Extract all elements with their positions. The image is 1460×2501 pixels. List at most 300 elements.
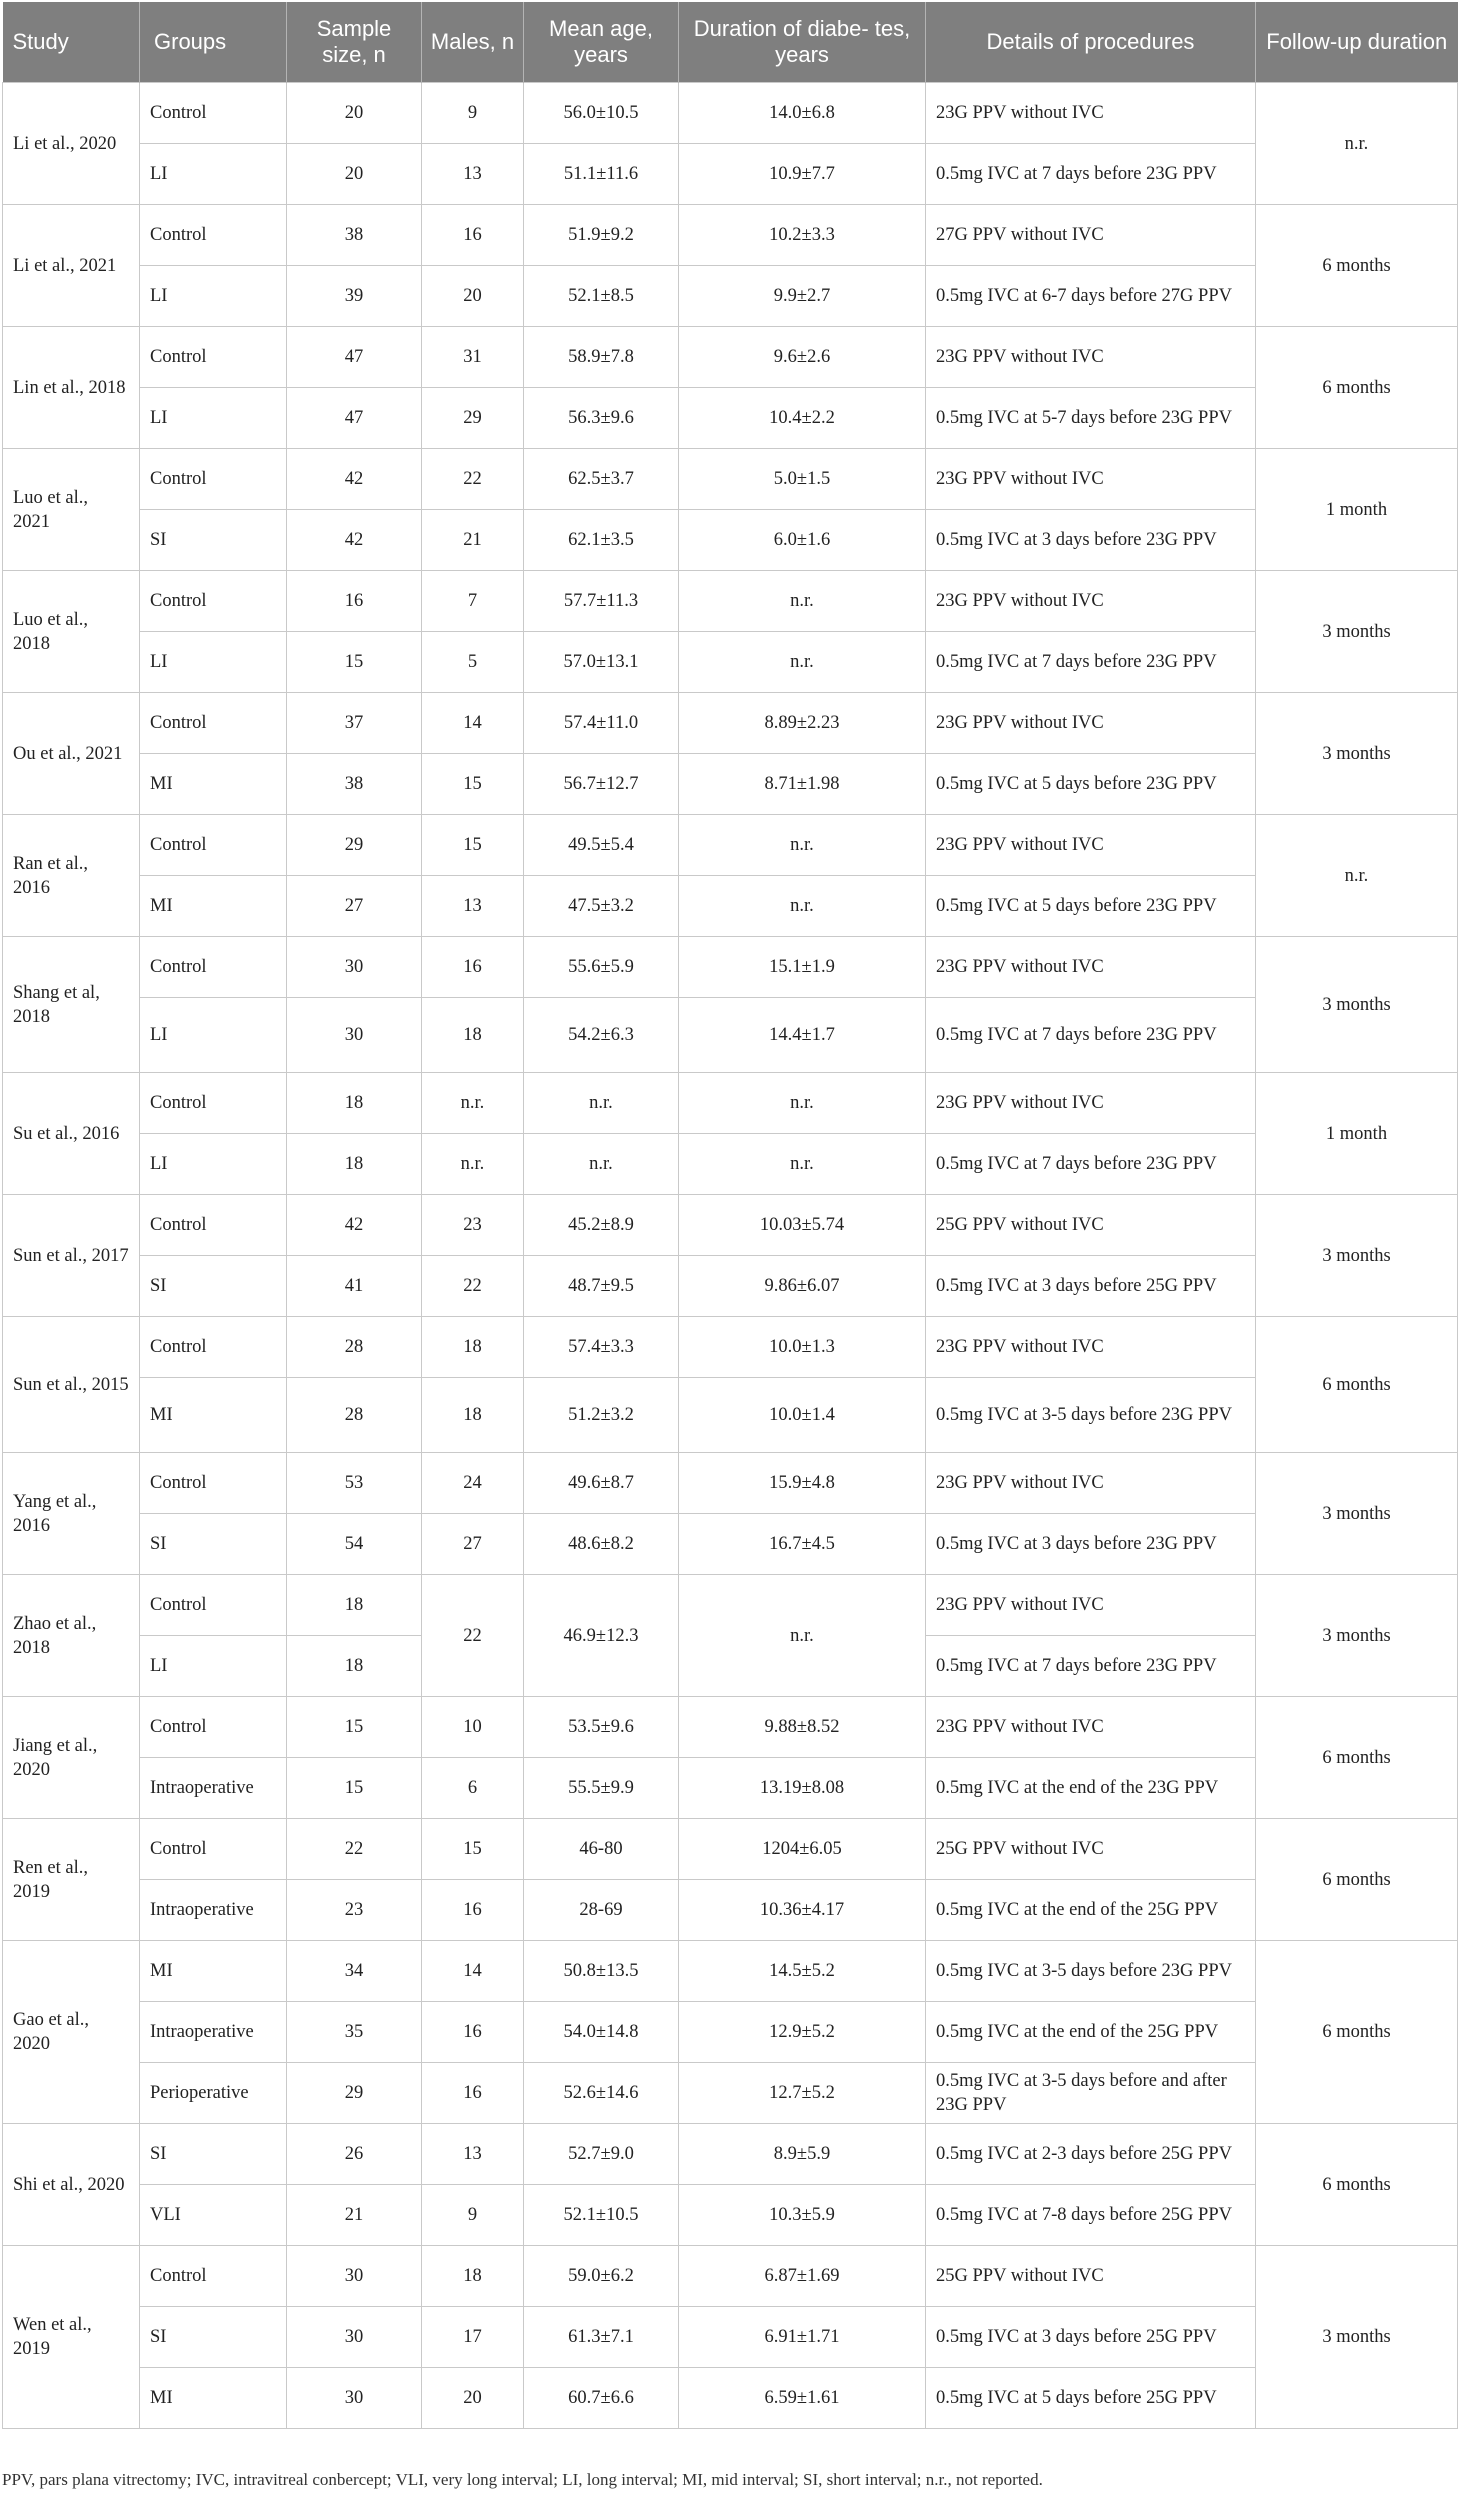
study-name-cell: Li et al., 2021 bbox=[3, 205, 140, 327]
procedure-cell: 23G PPV without IVC bbox=[926, 1453, 1256, 1514]
duration-cell: 10.9±7.7 bbox=[679, 144, 926, 205]
males-cell: 14 bbox=[422, 693, 524, 754]
duration-cell: n.r. bbox=[679, 876, 926, 937]
duration-cell: 9.6±2.6 bbox=[679, 327, 926, 388]
sample-size-cell: 42 bbox=[287, 1195, 422, 1256]
males-cell: 18 bbox=[422, 1317, 524, 1378]
males-cell: 17 bbox=[422, 2307, 524, 2368]
males-cell: 16 bbox=[422, 1880, 524, 1941]
duration-cell: 6.91±1.71 bbox=[679, 2307, 926, 2368]
header-study: Study bbox=[3, 2, 140, 83]
sample-size-cell: 26 bbox=[287, 2124, 422, 2185]
procedure-cell: 25G PPV without IVC bbox=[926, 1195, 1256, 1256]
followup-cell: n.r. bbox=[1256, 83, 1458, 205]
sample-size-cell: 23 bbox=[287, 1880, 422, 1941]
sample-size-cell: 18 bbox=[287, 1636, 422, 1697]
group-cell: MI bbox=[140, 876, 287, 937]
sample-size-cell: 35 bbox=[287, 2002, 422, 2063]
mean-age-cell: 51.2±3.2 bbox=[524, 1378, 679, 1453]
table-row bbox=[3, 1378, 1458, 1453]
mean-age-cell: 49.6±8.7 bbox=[524, 1453, 679, 1514]
duration-cell: 15.9±4.8 bbox=[679, 1453, 926, 1514]
table-row bbox=[3, 937, 1458, 998]
procedure-cell: 0.5mg IVC at 7 days before 23G PPV bbox=[926, 144, 1256, 205]
mean-age-cell: 49.5±5.4 bbox=[524, 815, 679, 876]
males-cell: 13 bbox=[422, 144, 524, 205]
sample-size-cell: 30 bbox=[287, 2246, 422, 2307]
males-cell: 27 bbox=[422, 1514, 524, 1575]
procedure-cell: 0.5mg IVC at 7 days before 23G PPV bbox=[926, 998, 1256, 1073]
sample-size-cell: 54 bbox=[287, 1514, 422, 1575]
header-sample-size: Sample size, n bbox=[287, 2, 422, 83]
study-name-cell: Ou et al., 2021 bbox=[3, 693, 140, 815]
procedure-cell: 0.5mg IVC at 3 days before 25G PPV bbox=[926, 2307, 1256, 2368]
group-cell: Control bbox=[140, 693, 287, 754]
sample-size-cell: 38 bbox=[287, 205, 422, 266]
table-row bbox=[3, 1880, 1458, 1941]
males-cell: 13 bbox=[422, 2124, 524, 2185]
table-row bbox=[3, 388, 1458, 449]
group-cell: Control bbox=[140, 1575, 287, 1636]
group-cell: SI bbox=[140, 2307, 287, 2368]
procedure-cell: 0.5mg IVC at the end of the 23G PPV bbox=[926, 1758, 1256, 1819]
mean-age-cell: 56.7±12.7 bbox=[524, 754, 679, 815]
study-name-cell: Li et al., 2020 bbox=[3, 83, 140, 205]
table-row bbox=[3, 327, 1458, 388]
procedure-cell: 23G PPV without IVC bbox=[926, 327, 1256, 388]
group-cell: SI bbox=[140, 1256, 287, 1317]
table-row bbox=[3, 449, 1458, 510]
sample-size-cell: 37 bbox=[287, 693, 422, 754]
group-cell: LI bbox=[140, 144, 287, 205]
procedure-cell: 23G PPV without IVC bbox=[926, 1697, 1256, 1758]
table-row bbox=[3, 83, 1458, 144]
table-row bbox=[3, 2246, 1458, 2307]
duration-cell: 13.19±8.08 bbox=[679, 1758, 926, 1819]
mean-age-cell: 57.7±11.3 bbox=[524, 571, 679, 632]
followup-cell: 1 month bbox=[1256, 449, 1458, 571]
sample-size-cell: 28 bbox=[287, 1317, 422, 1378]
table-row bbox=[3, 2307, 1458, 2368]
sample-size-cell: 30 bbox=[287, 2368, 422, 2429]
table-row bbox=[3, 571, 1458, 632]
procedure-cell: 0.5mg IVC at 5-7 days before 23G PPV bbox=[926, 388, 1256, 449]
followup-cell: 6 months bbox=[1256, 205, 1458, 327]
group-cell: LI bbox=[140, 1636, 287, 1697]
table-row bbox=[3, 1514, 1458, 1575]
males-cell: 22 bbox=[422, 449, 524, 510]
mean-age-cell: 54.0±14.8 bbox=[524, 2002, 679, 2063]
procedure-cell: 25G PPV without IVC bbox=[926, 2246, 1256, 2307]
procedure-cell: 0.5mg IVC at the end of the 25G PPV bbox=[926, 2002, 1256, 2063]
mean-age-cell: 53.5±9.6 bbox=[524, 1697, 679, 1758]
males-cell: 10 bbox=[422, 1697, 524, 1758]
mean-age-cell: 46.9±12.3 bbox=[524, 1575, 679, 1697]
group-cell: MI bbox=[140, 1941, 287, 2002]
group-cell: Control bbox=[140, 1195, 287, 1256]
group-cell: Control bbox=[140, 1819, 287, 1880]
study-name-cell: Shang et al, 2018 bbox=[3, 937, 140, 1073]
study-name-cell: Ran et al., 2016 bbox=[3, 815, 140, 937]
table-row bbox=[3, 1453, 1458, 1514]
table-row bbox=[3, 632, 1458, 693]
mean-age-cell: 52.1±8.5 bbox=[524, 266, 679, 327]
mean-age-cell: 57.0±13.1 bbox=[524, 632, 679, 693]
duration-cell: 5.0±1.5 bbox=[679, 449, 926, 510]
sample-size-cell: 29 bbox=[287, 815, 422, 876]
followup-cell: 6 months bbox=[1256, 1941, 1458, 2124]
duration-cell: 6.0±1.6 bbox=[679, 510, 926, 571]
study-name-cell: Jiang et al., 2020 bbox=[3, 1697, 140, 1819]
header-duration: Duration of diabe- tes, years bbox=[679, 2, 926, 83]
followup-cell: 3 months bbox=[1256, 693, 1458, 815]
group-cell: Control bbox=[140, 937, 287, 998]
duration-cell: 12.7±5.2 bbox=[679, 2063, 926, 2124]
group-cell: Control bbox=[140, 1453, 287, 1514]
procedure-cell: 0.5mg IVC at 7 days before 23G PPV bbox=[926, 632, 1256, 693]
followup-cell: 6 months bbox=[1256, 2124, 1458, 2246]
males-cell: 15 bbox=[422, 754, 524, 815]
header-details: Details of procedures bbox=[926, 2, 1256, 83]
sample-size-cell: 42 bbox=[287, 510, 422, 571]
procedure-cell: 23G PPV without IVC bbox=[926, 83, 1256, 144]
duration-cell: 10.4±2.2 bbox=[679, 388, 926, 449]
mean-age-cell: 60.7±6.6 bbox=[524, 2368, 679, 2429]
duration-cell: 1204±6.05 bbox=[679, 1819, 926, 1880]
procedure-cell: 0.5mg IVC at 3-5 days before 23G PPV bbox=[926, 1941, 1256, 2002]
males-cell: 29 bbox=[422, 388, 524, 449]
duration-cell: n.r. bbox=[679, 1134, 926, 1195]
group-cell: Perioperative bbox=[140, 2063, 287, 2124]
table-row bbox=[3, 998, 1458, 1073]
table-row bbox=[3, 1195, 1458, 1256]
procedure-cell: 25G PPV without IVC bbox=[926, 1819, 1256, 1880]
males-cell: 21 bbox=[422, 510, 524, 571]
group-cell: MI bbox=[140, 2368, 287, 2429]
group-cell: SI bbox=[140, 2124, 287, 2185]
duration-cell: 15.1±1.9 bbox=[679, 937, 926, 998]
sample-size-cell: 41 bbox=[287, 1256, 422, 1317]
males-cell: n.r. bbox=[422, 1134, 524, 1195]
group-cell: LI bbox=[140, 1134, 287, 1195]
table-row bbox=[3, 2368, 1458, 2429]
procedure-cell: 0.5mg IVC at 3-5 days before 23G PPV bbox=[926, 1378, 1256, 1453]
table-row bbox=[3, 2063, 1458, 2124]
procedure-cell: 23G PPV without IVC bbox=[926, 1073, 1256, 1134]
followup-cell: 3 months bbox=[1256, 1453, 1458, 1575]
sample-size-cell: 53 bbox=[287, 1453, 422, 1514]
procedure-cell: 0.5mg IVC at 5 days before 25G PPV bbox=[926, 2368, 1256, 2429]
males-cell: 24 bbox=[422, 1453, 524, 1514]
sample-size-cell: 15 bbox=[287, 632, 422, 693]
procedure-cell: 0.5mg IVC at 7 days before 23G PPV bbox=[926, 1636, 1256, 1697]
mean-age-cell: 28-69 bbox=[524, 1880, 679, 1941]
procedure-cell: 0.5mg IVC at 5 days before 23G PPV bbox=[926, 754, 1256, 815]
duration-cell: n.r. bbox=[679, 1073, 926, 1134]
table-row bbox=[3, 1941, 1458, 2002]
mean-age-cell: 52.7±9.0 bbox=[524, 2124, 679, 2185]
study-name-cell: Wen et al., 2019 bbox=[3, 2246, 140, 2429]
table-row bbox=[3, 1073, 1458, 1134]
duration-cell: n.r. bbox=[679, 632, 926, 693]
males-cell: 23 bbox=[422, 1195, 524, 1256]
procedure-cell: 23G PPV without IVC bbox=[926, 1575, 1256, 1636]
followup-cell: n.r. bbox=[1256, 815, 1458, 937]
group-cell: VLI bbox=[140, 2185, 287, 2246]
procedure-cell: 0.5mg IVC at 3 days before 23G PPV bbox=[926, 1514, 1256, 1575]
mean-age-cell: 45.2±8.9 bbox=[524, 1195, 679, 1256]
males-cell: 31 bbox=[422, 327, 524, 388]
table-footnote: PPV, pars plana vitrectomy; IVC, intravitreal conbercept; VLI, very long interval; LI, long interval; MI, mid interval; SI, short interval; n.r., not reported. bbox=[2, 2470, 1043, 2489]
followup-cell: 6 months bbox=[1256, 327, 1458, 449]
duration-cell: 9.88±8.52 bbox=[679, 1697, 926, 1758]
males-cell: 5 bbox=[422, 632, 524, 693]
procedure-cell: 0.5mg IVC at 7 days before 23G PPV bbox=[926, 1134, 1256, 1195]
table-row bbox=[3, 2185, 1458, 2246]
followup-cell: 3 months bbox=[1256, 1195, 1458, 1317]
group-cell: SI bbox=[140, 510, 287, 571]
males-cell: 16 bbox=[422, 2002, 524, 2063]
group-cell: MI bbox=[140, 754, 287, 815]
duration-cell: 10.03±5.74 bbox=[679, 1195, 926, 1256]
duration-cell: 9.9±2.7 bbox=[679, 266, 926, 327]
males-cell: 14 bbox=[422, 1941, 524, 2002]
mean-age-cell: 48.7±9.5 bbox=[524, 1256, 679, 1317]
mean-age-cell: 58.9±7.8 bbox=[524, 327, 679, 388]
study-name-cell: Luo et al., 2018 bbox=[3, 571, 140, 693]
table-row bbox=[3, 1134, 1458, 1195]
males-cell: 9 bbox=[422, 83, 524, 144]
mean-age-cell: n.r. bbox=[524, 1134, 679, 1195]
mean-age-cell: 46-80 bbox=[524, 1819, 679, 1880]
males-cell: 18 bbox=[422, 998, 524, 1073]
table-row bbox=[3, 876, 1458, 937]
sample-size-cell: 30 bbox=[287, 998, 422, 1073]
males-cell: 22 bbox=[422, 1575, 524, 1697]
sample-size-cell: 42 bbox=[287, 449, 422, 510]
duration-cell: 8.9±5.9 bbox=[679, 2124, 926, 2185]
study-name-cell: Gao et al., 2020 bbox=[3, 1941, 140, 2124]
group-cell: Control bbox=[140, 327, 287, 388]
table-row bbox=[3, 2002, 1458, 2063]
group-cell: Control bbox=[140, 205, 287, 266]
table-row bbox=[3, 1575, 1458, 1636]
duration-cell: 16.7±4.5 bbox=[679, 1514, 926, 1575]
sample-size-cell: 39 bbox=[287, 266, 422, 327]
followup-cell: 3 months bbox=[1256, 1575, 1458, 1697]
duration-cell: 10.2±3.3 bbox=[679, 205, 926, 266]
duration-cell: n.r. bbox=[679, 1575, 926, 1697]
study-name-cell: Zhao et al., 2018 bbox=[3, 1575, 140, 1697]
sample-size-cell: 16 bbox=[287, 571, 422, 632]
procedure-cell: 23G PPV without IVC bbox=[926, 1317, 1256, 1378]
mean-age-cell: 50.8±13.5 bbox=[524, 1941, 679, 2002]
procedure-cell: 23G PPV without IVC bbox=[926, 693, 1256, 754]
males-cell: n.r. bbox=[422, 1073, 524, 1134]
mean-age-cell: 56.0±10.5 bbox=[524, 83, 679, 144]
duration-cell: 10.3±5.9 bbox=[679, 2185, 926, 2246]
followup-cell: 3 months bbox=[1256, 937, 1458, 1073]
duration-cell: n.r. bbox=[679, 815, 926, 876]
sample-size-cell: 27 bbox=[287, 876, 422, 937]
sample-size-cell: 18 bbox=[287, 1575, 422, 1636]
mean-age-cell: 51.1±11.6 bbox=[524, 144, 679, 205]
table-row bbox=[3, 510, 1458, 571]
sample-size-cell: 20 bbox=[287, 144, 422, 205]
followup-cell: 6 months bbox=[1256, 1317, 1458, 1453]
males-cell: 9 bbox=[422, 2185, 524, 2246]
procedure-cell: 23G PPV without IVC bbox=[926, 449, 1256, 510]
study-name-cell: Sun et al., 2017 bbox=[3, 1195, 140, 1317]
mean-age-cell: 51.9±9.2 bbox=[524, 205, 679, 266]
mean-age-cell: 47.5±3.2 bbox=[524, 876, 679, 937]
sample-size-cell: 20 bbox=[287, 83, 422, 144]
procedure-cell: 0.5mg IVC at 2-3 days before 25G PPV bbox=[926, 2124, 1256, 2185]
mean-age-cell: 57.4±3.3 bbox=[524, 1317, 679, 1378]
males-cell: 20 bbox=[422, 2368, 524, 2429]
followup-cell: 3 months bbox=[1256, 571, 1458, 693]
sample-size-cell: 29 bbox=[287, 2063, 422, 2124]
table-row bbox=[3, 754, 1458, 815]
mean-age-cell: 62.1±3.5 bbox=[524, 510, 679, 571]
group-cell: Intraoperative bbox=[140, 1758, 287, 1819]
procedure-cell: 0.5mg IVC at the end of the 25G PPV bbox=[926, 1880, 1256, 1941]
study-name-cell: Su et al., 2016 bbox=[3, 1073, 140, 1195]
group-cell: Intraoperative bbox=[140, 2002, 287, 2063]
table-row bbox=[3, 815, 1458, 876]
group-cell: Control bbox=[140, 1317, 287, 1378]
sample-size-cell: 38 bbox=[287, 754, 422, 815]
duration-cell: 6.59±1.61 bbox=[679, 2368, 926, 2429]
header-groups: Groups bbox=[140, 2, 287, 83]
duration-cell: 14.0±6.8 bbox=[679, 83, 926, 144]
procedure-cell: 0.5mg IVC at 3-5 days before and after 23G PPV bbox=[926, 2063, 1256, 2124]
table-row bbox=[3, 2124, 1458, 2185]
duration-cell: 10.36±4.17 bbox=[679, 1880, 926, 1941]
study-name-cell: Shi et al., 2020 bbox=[3, 2124, 140, 2246]
males-cell: 13 bbox=[422, 876, 524, 937]
mean-age-cell: 56.3±9.6 bbox=[524, 388, 679, 449]
group-cell: Control bbox=[140, 571, 287, 632]
duration-cell: 10.0±1.4 bbox=[679, 1378, 926, 1453]
table-row bbox=[3, 1256, 1458, 1317]
mean-age-cell: 59.0±6.2 bbox=[524, 2246, 679, 2307]
header-followup: Follow-up duration bbox=[1256, 2, 1458, 83]
group-cell: LI bbox=[140, 266, 287, 327]
procedure-cell: 0.5mg IVC at 6-7 days before 27G PPV bbox=[926, 266, 1256, 327]
duration-cell: 9.86±6.07 bbox=[679, 1256, 926, 1317]
group-cell: Intraoperative bbox=[140, 1880, 287, 1941]
group-cell: Control bbox=[140, 1073, 287, 1134]
procedure-cell: 23G PPV without IVC bbox=[926, 815, 1256, 876]
mean-age-cell: 61.3±7.1 bbox=[524, 2307, 679, 2368]
sample-size-cell: 18 bbox=[287, 1073, 422, 1134]
sample-size-cell: 28 bbox=[287, 1378, 422, 1453]
table-row bbox=[3, 1819, 1458, 1880]
study-characteristics-table bbox=[2, 2, 1458, 2429]
males-cell: 7 bbox=[422, 571, 524, 632]
study-name-cell: Sun et al., 2015 bbox=[3, 1317, 140, 1453]
group-cell: MI bbox=[140, 1378, 287, 1453]
sample-size-cell: 30 bbox=[287, 2307, 422, 2368]
header-row bbox=[3, 2, 1458, 83]
males-cell: 20 bbox=[422, 266, 524, 327]
sample-size-cell: 15 bbox=[287, 1697, 422, 1758]
males-cell: 22 bbox=[422, 1256, 524, 1317]
mean-age-cell: 57.4±11.0 bbox=[524, 693, 679, 754]
sample-size-cell: 21 bbox=[287, 2185, 422, 2246]
duration-cell: 12.9±5.2 bbox=[679, 2002, 926, 2063]
table-row bbox=[3, 266, 1458, 327]
sample-size-cell: 34 bbox=[287, 1941, 422, 2002]
table-row bbox=[3, 205, 1458, 266]
group-cell: LI bbox=[140, 998, 287, 1073]
header-mean-age: Mean age, years bbox=[524, 2, 679, 83]
procedure-cell: 0.5mg IVC at 3 days before 25G PPV bbox=[926, 1256, 1256, 1317]
mean-age-cell: 52.6±14.6 bbox=[524, 2063, 679, 2124]
group-cell: Control bbox=[140, 815, 287, 876]
males-cell: 16 bbox=[422, 937, 524, 998]
duration-cell: 14.4±1.7 bbox=[679, 998, 926, 1073]
group-cell: Control bbox=[140, 83, 287, 144]
procedure-cell: 27G PPV without IVC bbox=[926, 205, 1256, 266]
group-cell: Control bbox=[140, 2246, 287, 2307]
sample-size-cell: 18 bbox=[287, 1134, 422, 1195]
study-name-cell: Luo et al., 2021 bbox=[3, 449, 140, 571]
sample-size-cell: 30 bbox=[287, 937, 422, 998]
procedure-cell: 0.5mg IVC at 7-8 days before 25G PPV bbox=[926, 2185, 1256, 2246]
table-row bbox=[3, 1697, 1458, 1758]
followup-cell: 3 months bbox=[1256, 2246, 1458, 2429]
duration-cell: 8.89±2.23 bbox=[679, 693, 926, 754]
group-cell: LI bbox=[140, 388, 287, 449]
study-name-cell: Ren et al., 2019 bbox=[3, 1819, 140, 1941]
males-cell: 16 bbox=[422, 2063, 524, 2124]
sample-size-cell: 22 bbox=[287, 1819, 422, 1880]
sample-size-cell: 47 bbox=[287, 327, 422, 388]
table-body bbox=[3, 83, 1458, 2429]
mean-age-cell: 52.1±10.5 bbox=[524, 2185, 679, 2246]
duration-cell: 10.0±1.3 bbox=[679, 1317, 926, 1378]
mean-age-cell: 55.6±5.9 bbox=[524, 937, 679, 998]
group-cell: Control bbox=[140, 1697, 287, 1758]
mean-age-cell: 48.6±8.2 bbox=[524, 1514, 679, 1575]
procedure-cell: 0.5mg IVC at 3 days before 23G PPV bbox=[926, 510, 1256, 571]
table-row bbox=[3, 693, 1458, 754]
males-cell: 16 bbox=[422, 205, 524, 266]
followup-cell: 6 months bbox=[1256, 1819, 1458, 1941]
table-row bbox=[3, 1758, 1458, 1819]
mean-age-cell: 55.5±9.9 bbox=[524, 1758, 679, 1819]
procedure-cell: 0.5mg IVC at 5 days before 23G PPV bbox=[926, 876, 1256, 937]
procedure-cell: 23G PPV without IVC bbox=[926, 937, 1256, 998]
males-cell: 15 bbox=[422, 815, 524, 876]
study-name-cell: Lin et al., 2018 bbox=[3, 327, 140, 449]
mean-age-cell: 62.5±3.7 bbox=[524, 449, 679, 510]
group-cell: LI bbox=[140, 632, 287, 693]
table-row bbox=[3, 144, 1458, 205]
followup-cell: 1 month bbox=[1256, 1073, 1458, 1195]
duration-cell: 6.87±1.69 bbox=[679, 2246, 926, 2307]
mean-age-cell: n.r. bbox=[524, 1073, 679, 1134]
duration-cell: 14.5±5.2 bbox=[679, 1941, 926, 2002]
header-males: Males, n bbox=[422, 2, 524, 83]
duration-cell: n.r. bbox=[679, 571, 926, 632]
males-cell: 18 bbox=[422, 2246, 524, 2307]
males-cell: 15 bbox=[422, 1819, 524, 1880]
males-cell: 6 bbox=[422, 1758, 524, 1819]
duration-cell: 8.71±1.98 bbox=[679, 754, 926, 815]
